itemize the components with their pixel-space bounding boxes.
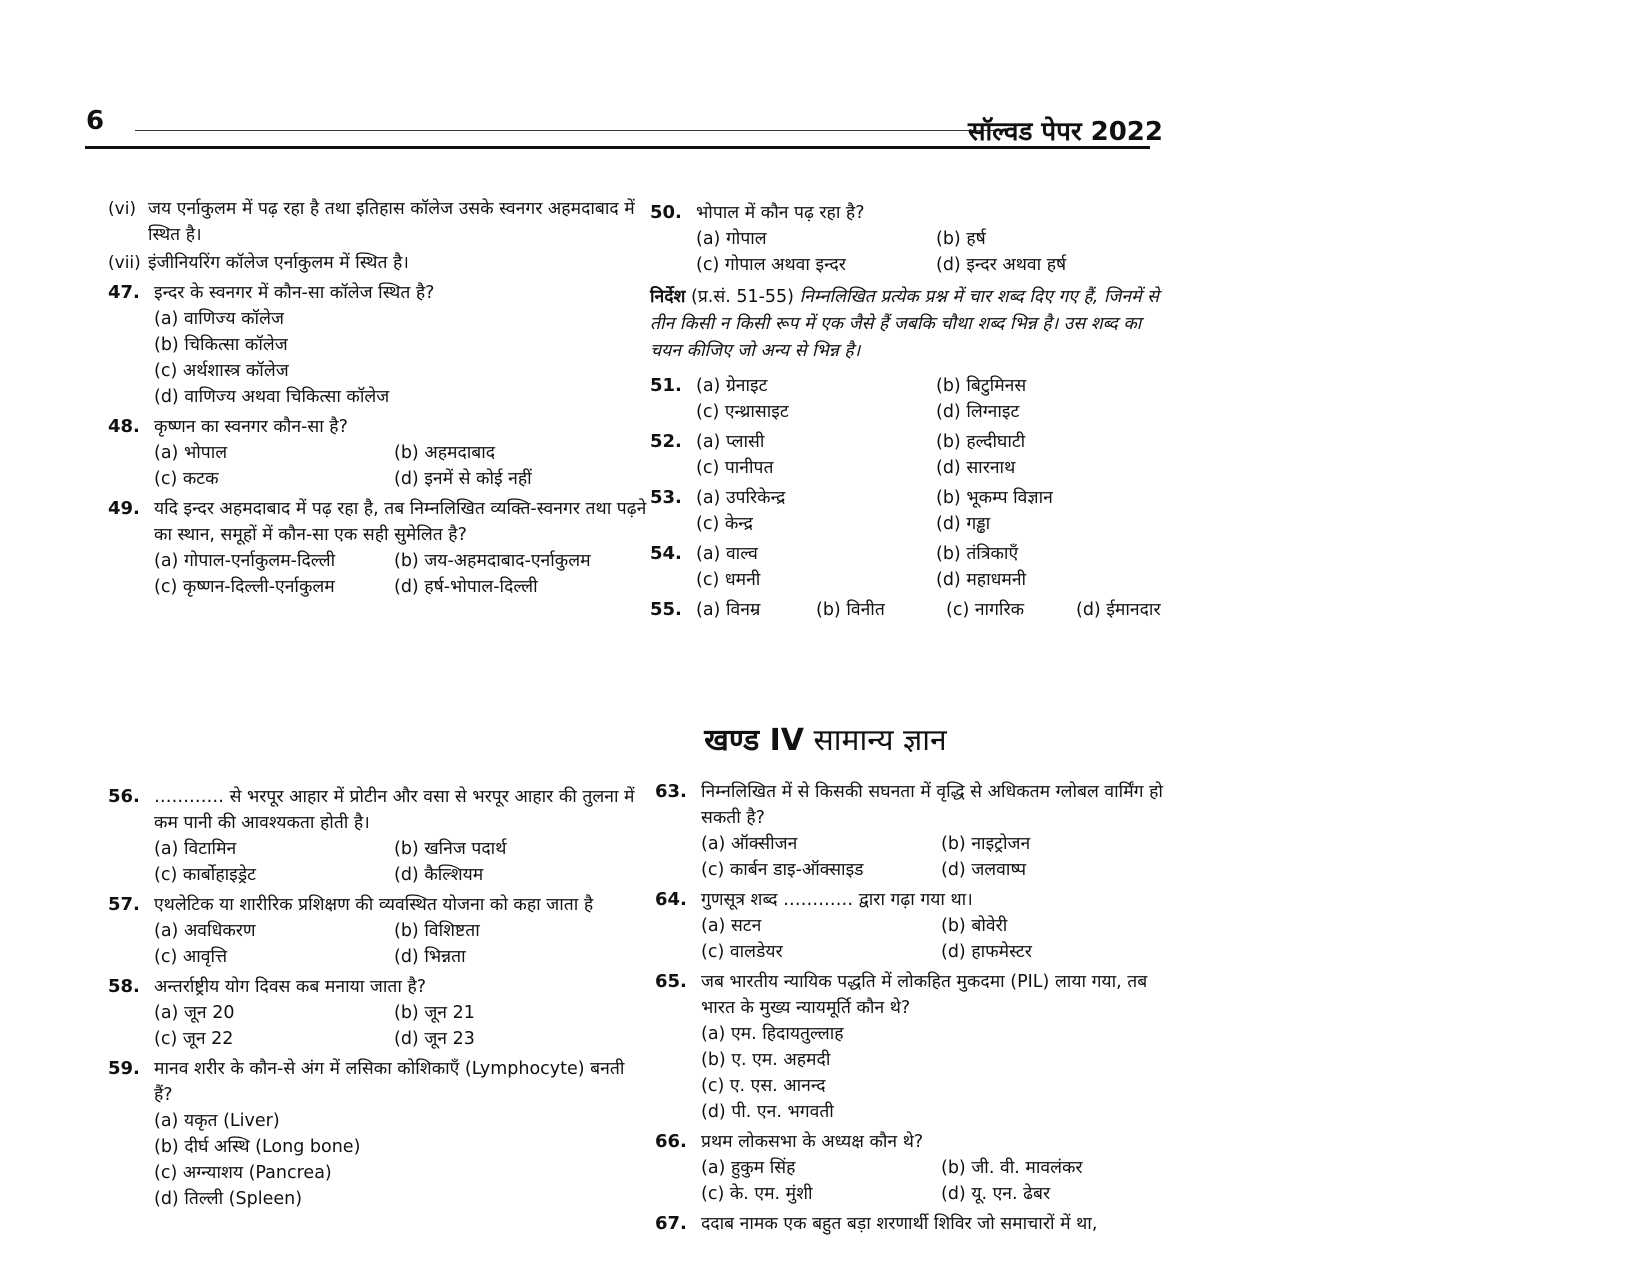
option-d: (d) जलवाष्प (941, 860, 1027, 880)
option-d: (d) लिग्नाइट (936, 402, 1020, 422)
option-a: (a) सटन (701, 916, 762, 936)
question-number: 58. (108, 976, 140, 997)
options (154, 1108, 648, 1212)
option-a: (a) गोपाल-एर्नाकुलम-दिल्ली (154, 551, 336, 571)
question-67 (655, 1211, 1175, 1237)
header-rule (85, 146, 1150, 149)
option-d: (d) भिन्नता (394, 947, 466, 967)
option-a: (a) वाल्व (696, 544, 758, 564)
question-text: भोपाल में कौन पढ़ रहा है? (696, 203, 865, 223)
option-c: (c) जून 22 (154, 1029, 234, 1049)
option-b: (b) विशिष्टता (394, 921, 480, 941)
option-a: (a) ऑक्सीजन (701, 834, 798, 854)
option-c: (c) कार्बन डाइ-ऑक्साइड (701, 860, 864, 880)
statement-text: जय एर्नाकुलम में पढ़ रहा है तथा इतिहास कॉलेज उसके स्वनगर अहमदाबाद में स्थित है। (148, 199, 635, 245)
question-number: 55. (650, 599, 682, 620)
option-d: (d) जून 23 (394, 1029, 475, 1049)
options (154, 1000, 648, 1052)
question-number: 49. (108, 498, 140, 519)
option-b: (b) हर्ष (936, 229, 986, 249)
left-top-column (108, 196, 648, 600)
direction-block (650, 284, 1170, 365)
option-b: (b) जून 21 (394, 1003, 475, 1023)
option-d: (d) इन्दर अथवा हर्ष (936, 255, 1067, 275)
direction-label: निर्देश (650, 287, 686, 307)
options (696, 226, 1170, 278)
option-d: (d) महाधमनी (936, 570, 1027, 590)
option-a: (a) यकृत (Liver) (154, 1111, 280, 1131)
options (696, 373, 1170, 425)
option-a: (a) वाणिज्य कॉलेज (154, 309, 284, 329)
option-d: (d) हाफमेस्टर (941, 942, 1032, 962)
question-number: 53. (650, 487, 682, 508)
options (696, 485, 1170, 537)
question-text: मानव शरीर के कौन-से अंग में लसिका कोशिकाएँ (Lymphocyte) बनती हैं? (154, 1059, 625, 1105)
option-a: (a) प्लासी (696, 432, 765, 452)
option-a: (a) उपरिकेन्द्र (696, 488, 786, 508)
option-a: (a) ग्रेनाइट (696, 376, 768, 396)
question-text: ददाब नामक एक बहुत बड़ा शरणार्थी शिविर जो समाचारों में था, (701, 1214, 1098, 1234)
statement-vii (108, 250, 648, 276)
option-a: (a) अवधिकरण (154, 921, 256, 941)
left-bottom-column (108, 780, 648, 1212)
question-number: 65. (655, 971, 687, 992)
question-57 (108, 892, 648, 970)
option-d: (d) यू. एन. ढेबर (941, 1184, 1051, 1204)
option-d: (d) सारनाथ (936, 458, 1016, 478)
question-number: 54. (650, 543, 682, 564)
option-a: (a) विटामिन (154, 839, 237, 859)
option-a: (a) भोपाल (154, 443, 228, 463)
question-56 (108, 784, 648, 888)
question-text: कृष्णन का स्वनगर कौन-सा है? (154, 417, 348, 437)
option-a: (a) विनम्र (696, 600, 761, 620)
question-47 (108, 280, 648, 410)
options (154, 836, 648, 888)
options (696, 429, 1170, 481)
statement-number: (vi) (108, 199, 137, 219)
option-d: (d) हर्ष-भोपाल-दिल्ली (394, 577, 538, 597)
question-text: प्रथम लोकसभा के अध्यक्ष कौन थे? (701, 1132, 924, 1152)
option-b: (b) विनीत (816, 600, 885, 620)
options (701, 913, 1175, 965)
option-c: (c) वालडेयर (701, 942, 783, 962)
option-a: (a) एम. हिदायतुल्लाह (701, 1024, 844, 1044)
question-text: एथलेटिक या शारीरिक प्रशिक्षण की व्यवस्थित योजना को कहा जाता है (154, 895, 594, 915)
question-text: अन्तर्राष्ट्रीय योग दिवस कब मनाया जाता है? (154, 977, 427, 997)
question-text: गुणसूत्र शब्द ………… द्वारा गढ़ा गया था। (701, 890, 973, 910)
section-heading (0, 718, 1651, 759)
option-b: (b) तंत्रिकाएँ (936, 544, 1019, 564)
option-c: (c) कटक (154, 469, 219, 489)
option-c: (c) अर्थशास्त्र कॉलेज (154, 361, 289, 381)
direction-text: निम्नलिखित प्रत्येक प्रश्न में चार शब्द दिए गए हैं, जिनमें से तीन किसी न किसी रूप में एक जैसे हैं जबकि चौथा शब्द भिन्न है। उस शब्द का चयन कीजिए जो अन्य से भिन्न है। (650, 287, 1159, 361)
question-number: 66. (655, 1131, 687, 1152)
option-b: (b) जी. वी. मावलंकर (941, 1158, 1083, 1178)
option-c: (c) के. एम. मुंशी (701, 1184, 813, 1204)
question-63 (655, 779, 1175, 883)
option-c: (c) पानीपत (696, 458, 774, 478)
question-text: इन्दर के स्वनगर में कौन-सा कॉलेज स्थित है? (154, 283, 435, 303)
option-b: (b) चिकित्सा कॉलेज (154, 335, 288, 355)
option-b: (b) भूकम्प विज्ञान (936, 488, 1053, 508)
option-d: (d) वाणिज्य अथवा चिकित्सा कॉलेज (154, 387, 390, 407)
option-c: (c) एन्थ्रासाइट (696, 402, 789, 422)
section-number: खण्ड IV (704, 723, 804, 758)
options (701, 1021, 1175, 1125)
option-c: (c) नागरिक (946, 600, 1025, 620)
question-number: 67. (655, 1213, 687, 1234)
question-50 (650, 200, 1170, 278)
option-c: (c) गोपाल अथवा इन्दर (696, 255, 846, 275)
direction-range: (प्र.सं. 51-55) (691, 287, 794, 307)
question-51 (650, 373, 1170, 425)
question-text: निम्नलिखित में से किसकी सघनता में वृद्धि से अधिकतम ग्लोबल वार्मिंग हो सकती है? (701, 782, 1163, 828)
statement-number: (vii) (108, 253, 141, 273)
option-c: (c) कार्बोहाइड्रेट (154, 865, 256, 885)
question-55 (650, 597, 1170, 623)
options (696, 597, 1170, 623)
right-top-column (650, 196, 1170, 623)
option-c: (c) केन्द्र (696, 514, 753, 534)
option-b: (b) जय-अहमदाबाद-एर्नाकुलम (394, 551, 591, 571)
option-d: (d) गड्ढा (936, 514, 991, 534)
options (701, 1155, 1175, 1207)
question-58 (108, 974, 648, 1052)
question-54 (650, 541, 1170, 593)
options (154, 440, 648, 492)
option-c: (c) ए. एस. आनन्द (701, 1076, 826, 1096)
options (701, 831, 1175, 883)
statement-vi (108, 196, 648, 248)
section-title: सामान्य ज्ञान (813, 723, 947, 758)
page-title: सॉल्वड पेपर 2022 (967, 117, 1163, 147)
statement-text: इंजीनियरिंग कॉलेज एर्नाकुलम में स्थित है। (148, 253, 409, 273)
option-b: (b) ए. एम. अहमदी (701, 1050, 831, 1070)
question-text: जब भारतीय न्यायिक पद्धति में लोकहित मुकदमा (PIL) लाया गया, तब भारत के मुख्य न्यायमूर्ति कौन थे? (701, 972, 1148, 1018)
options (154, 306, 648, 410)
option-b: (b) हल्दीघाटी (936, 432, 1026, 452)
question-53 (650, 485, 1170, 537)
question-number: 51. (650, 375, 682, 396)
question-64 (655, 887, 1175, 965)
question-number: 48. (108, 416, 140, 437)
question-59 (108, 1056, 648, 1212)
option-d: (d) ईमानदार (1076, 600, 1161, 620)
question-number: 47. (108, 282, 140, 303)
question-number: 50. (650, 202, 682, 223)
question-66 (655, 1129, 1175, 1207)
right-bottom-column (655, 775, 1175, 1237)
option-a: (a) हुकुम सिंह (701, 1158, 796, 1178)
option-d: (d) इनमें से कोई नहीं (394, 469, 532, 489)
question-52 (650, 429, 1170, 481)
options (696, 541, 1170, 593)
question-text: ………… से भरपूर आहार में प्रोटीन और वसा से भरपूर आहार की तुलना में कम पानी की आवश्यकता होती है। (154, 787, 635, 833)
options (154, 918, 648, 970)
question-number: 64. (655, 889, 687, 910)
question-number: 59. (108, 1058, 140, 1079)
option-b: (b) बिटुमिनस (936, 376, 1027, 396)
option-d: (d) पी. एन. भगवती (701, 1102, 834, 1122)
option-b: (b) दीर्घ अस्थि (Long bone) (154, 1137, 361, 1157)
option-a: (a) गोपाल (696, 229, 767, 249)
option-d: (d) कैल्शियम (394, 865, 484, 885)
option-b: (b) खनिज पदार्थ (394, 839, 507, 859)
option-d: (d) तिल्ली (Spleen) (154, 1189, 303, 1209)
option-a: (a) जून 20 (154, 1003, 235, 1023)
option-c: (c) कृष्णन-दिल्ली-एर्नाकुलम (154, 577, 335, 597)
question-number: 57. (108, 894, 140, 915)
option-c: (c) धमनी (696, 570, 761, 590)
option-b: (b) बोवेरी (941, 916, 1008, 936)
question-number: 56. (108, 786, 140, 807)
header-line (135, 130, 1005, 131)
options (154, 548, 648, 600)
option-c: (c) अग्न्याशय (Pancrea) (154, 1163, 332, 1183)
page-number: 6 (86, 106, 105, 136)
question-number: 63. (655, 781, 687, 802)
option-b: (b) नाइट्रोजन (941, 834, 1031, 854)
question-65 (655, 969, 1175, 1125)
question-48 (108, 414, 648, 492)
question-49 (108, 496, 648, 600)
question-text: यदि इन्दर अहमदाबाद में पढ़ रहा है, तब निम्नलिखित व्यक्ति-स्वनगर तथा पढ़ने का स्थान, समूहों में कौन-सा एक सही सुमेलित है? (154, 499, 647, 545)
option-b: (b) अहमदाबाद (394, 443, 496, 463)
option-c: (c) आवृत्ति (154, 947, 228, 967)
question-number: 52. (650, 431, 682, 452)
